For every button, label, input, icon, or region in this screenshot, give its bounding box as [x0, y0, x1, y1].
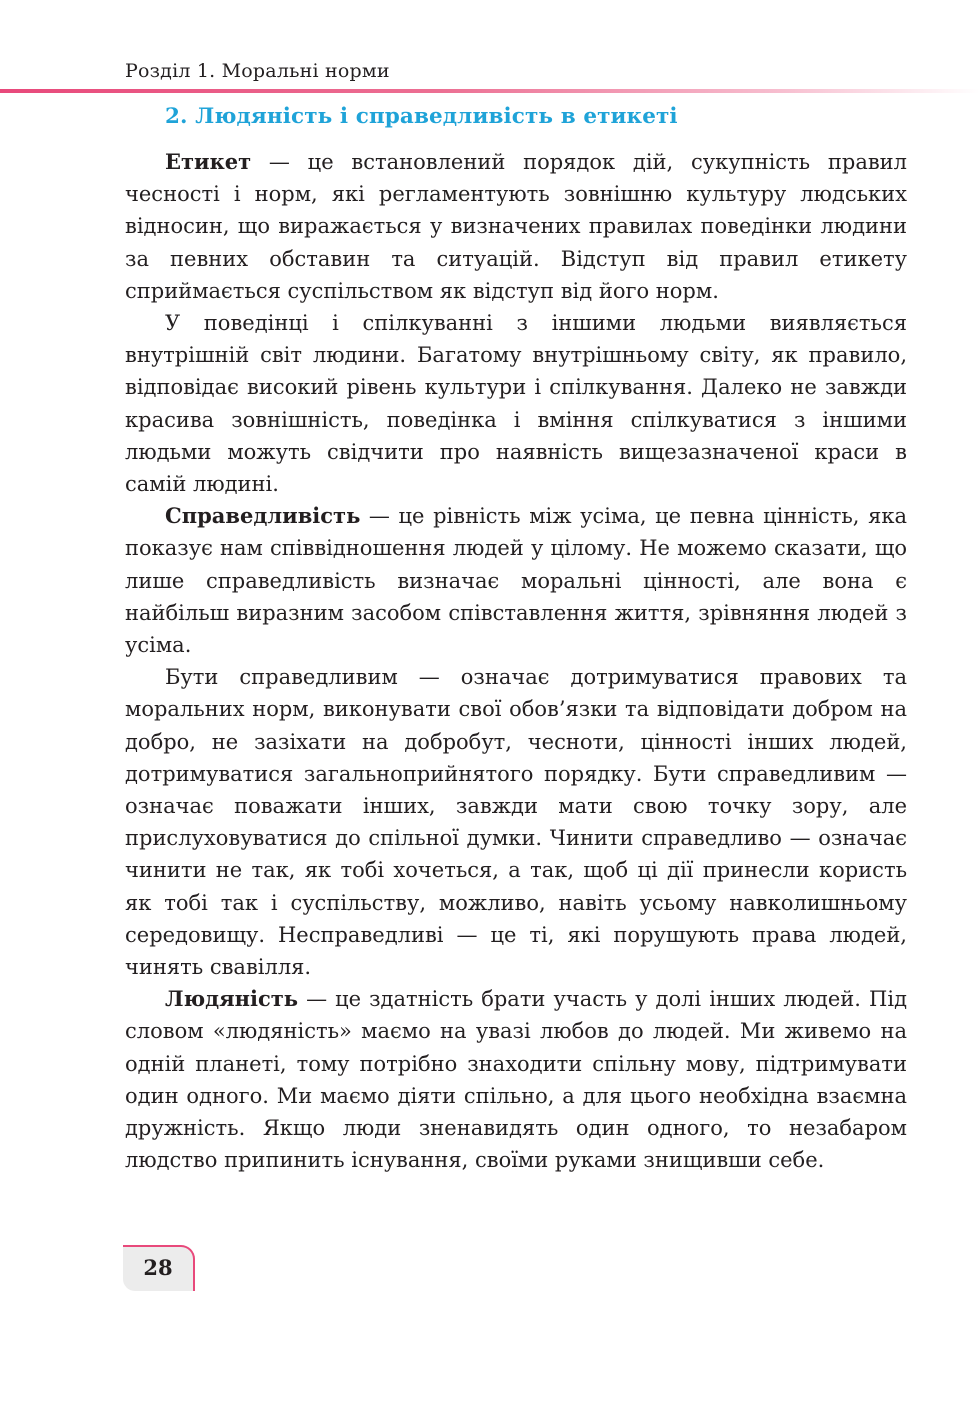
paragraph-text: — це встановлений порядок дій, сукупність правил чесності і норм, які регламентують зовнішню культуру людських відносин, що виражається у визначених правилах поведінки людини за певних обставин та ситуацій. Відступ від правил етикету сприймається суспільством як відступ від його норм.	[125, 150, 907, 303]
term-justice: Справедливість	[165, 503, 361, 529]
running-header: Розділ 1. Моральні норми	[125, 60, 390, 82]
paragraph-being-just	[125, 661, 907, 983]
paragraph-inner-world	[125, 307, 907, 500]
paragraph-text: Бути справедливим — означає дотримуватися правових та моральних норм, виконувати свої обов’язки та відповідати добром на добро, не зазіхати на добробут, чесноти, цінності інших людей, дотримуватися загальноприйнятого порядку. Бути справедливим — означає поважати інших, завжди мати свою точку зору, але прислуховуватися до спільної думки. Чинити справедливо — означає чинити не так, як тобі хочеться, а так, щоб ці дії принесли користь як тобі так і суспільству, можливо, навіть усьому навколишньому середовищу. Несправедливі — це ті, які порушують права людей, чинять свавілля.	[125, 665, 907, 980]
paragraph-etiquette	[125, 146, 907, 307]
body-text	[125, 146, 907, 1177]
term-humanity: Людяність	[165, 986, 299, 1012]
term-etiquette: Етикет	[165, 149, 252, 174]
paragraph-humanity	[125, 983, 907, 1176]
paragraph-text: — це рівність між усіма, це певна цінність, яка показує нам співвідношення людей у цілому. Не можемо сказати, що лише справедливість визначає моральні цінності, але вона є найбільш виразним засобом співставлення життя, зрівняння людей з усіма.	[125, 504, 907, 658]
page-number-tab	[123, 1245, 195, 1291]
header-divider	[0, 89, 980, 93]
section-title: 2. Людяність і справедливість в етикеті	[165, 104, 678, 129]
paragraph-justice	[125, 500, 907, 661]
page-number: 28	[143, 1255, 173, 1280]
paragraph-text: У поведінці і спілкуванні з іншими людьми виявляється внутрішній світ людини. Багатому внутрішньому світу, як правило, відповідає високий рівень культури і спілкування. Далеко не завжди красива зовнішність, поведінка і вміння спілкуватися з іншими людьми можуть свідчити про наявність вищезазначеної краси в самій людині.	[125, 311, 907, 497]
paragraph-text: — це здатність брати участь у долі інших людей. Під словом «людяність» маємо на увазі любов до людей. Ми живемо на одній планеті, тому потрібно знаходити спільну мову, підтримувати один одного. Ми маємо діяти спільно, а для цього необхідна взаємна дружність. Якщо люди зненавидять один одного, то незабаром людство припинить існування, своїми руками знищивши себе.	[125, 987, 907, 1173]
